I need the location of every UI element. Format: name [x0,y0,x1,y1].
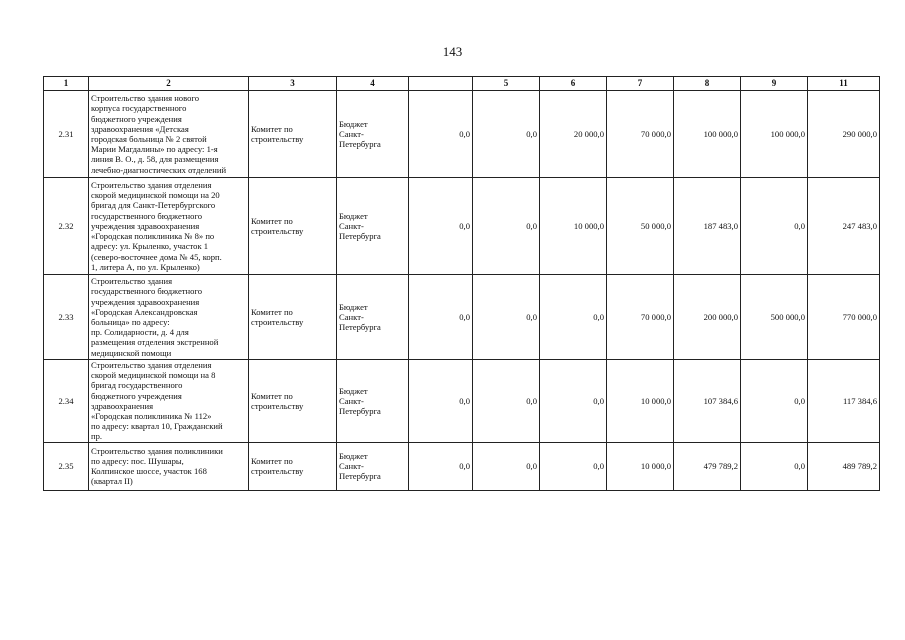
total-cell: 290 000,0 [808,91,880,178]
value-cell: 100 000,0 [674,91,741,178]
header-cell: 2 [89,77,249,91]
description-line: городская больница № 2 святой [91,134,207,144]
description-line: пр. [91,431,103,442]
row-description [89,275,249,360]
description-line: государственного бюджетного [91,286,203,297]
value-cell: 0,0 [473,442,540,490]
table-row [44,360,880,443]
description-line: (квартал II) [91,476,133,487]
value-cell: 0,0 [473,275,540,360]
row-description [89,91,249,178]
description-line: «Городская Александровская [91,306,198,317]
source-line: Петербурга [339,471,381,482]
value-cell: 200 000,0 [674,275,741,360]
executor-line: строительству [251,134,304,144]
row-executor [249,360,337,443]
row-funding-source [337,360,409,443]
value-cell: 0,0 [473,178,540,275]
row-code: 2.34 [44,360,89,443]
description-line: (северо-восточнее дома № 45, корп. [91,251,222,262]
header-cell: 9 [741,77,808,91]
description-line: адресу: ул. Крыленко, участок 1 [91,241,209,252]
source-line: Бюджет [339,118,368,129]
description-line: здравоохранения «Детская [91,123,189,134]
description-line: 1, литера А, по ул. Крыленко) [91,261,200,272]
row-funding-source [337,275,409,360]
value-cell: 10 000,0 [607,360,674,443]
row-description [89,360,249,443]
description-line: размещения отделения экстренной [91,337,219,348]
executor-line: строительству [251,226,304,236]
value-cell: 0,0 [409,275,473,360]
table-row [44,91,880,178]
value-cell: 0,0 [741,442,808,490]
value-cell: 479 789,2 [674,442,741,490]
row-funding-source [337,442,409,490]
header-row [44,77,880,91]
value-cell: 500 000,0 [741,275,808,360]
value-cell: 187 483,0 [674,178,741,275]
description-line: бюджетного учреждения [91,113,182,124]
description-line: учреждения здравоохранения [91,296,200,307]
row-executor [249,442,337,490]
source-line: Петербурга [339,231,381,242]
description-line: бригад для Санкт-Петербургского [91,200,216,211]
description-line: лечебно-диагностических отделений [91,164,227,175]
source-line: Бюджет [339,301,368,312]
source-line: Санкт- [339,220,364,231]
executor-line: Комитет по [251,215,293,226]
description-line: Колпинское шоссе, участок 168 [91,466,207,477]
table-row [44,178,880,275]
source-line: Санкт- [339,128,364,139]
description-line: по адресу: квартал 10, Гражданский [91,421,223,432]
description-line: Строительство здания отделения [91,180,212,191]
value-cell: 70 000,0 [607,91,674,178]
source-line: Санкт- [339,395,364,406]
description-line: здравоохранения [91,400,154,411]
executor-line: строительству [251,400,304,411]
description-line: Строительство здания [91,276,173,287]
header-cell: 11 [808,77,880,91]
description-line: больница» по адресу: [91,317,170,327]
total-cell: 770 000,0 [808,275,880,360]
source-line: Бюджет [339,385,368,396]
executor-line: Комитет по [251,455,293,466]
description-line: пр. Солидарности, д. 4 для [91,327,189,338]
value-cell: 50 000,0 [607,178,674,275]
executor-line: Комитет по [251,306,293,317]
row-executor [249,178,337,275]
header-cell: 3 [249,77,337,91]
source-line: Бюджет [339,210,368,221]
description-line: Строительство здания нового [91,93,199,104]
executor-line: Комитет по [251,123,293,134]
description-line: Строительство здания отделения [91,360,212,370]
table-row [44,442,880,490]
header-cell: 7 [607,77,674,91]
budget-table [43,76,880,491]
row-description [89,442,249,490]
row-code: 2.35 [44,442,89,490]
source-line: Петербурга [339,139,381,150]
value-cell: 0,0 [409,91,473,178]
executor-line: строительству [251,466,304,477]
description-line: бригад государственного [91,380,183,391]
description-line: «Городская поликлиника № 8» по [91,231,215,242]
header-cell: 5 [473,77,540,91]
row-executor [249,275,337,360]
value-cell: 0,0 [741,178,808,275]
value-cell: 10 000,0 [607,442,674,490]
total-cell: 247 483,0 [808,178,880,275]
value-cell: 0,0 [409,360,473,443]
description-line: учреждения здравоохранения [91,220,200,231]
value-cell: 0,0 [540,275,607,360]
value-cell: 0,0 [473,91,540,178]
row-executor [249,91,337,178]
executor-line: Комитет по [251,390,293,401]
header-cell: 8 [674,77,741,91]
row-description [89,178,249,275]
value-cell: 100 000,0 [741,91,808,178]
value-cell: 0,0 [741,360,808,443]
description-line: Марии Магдалины» по адресу: 1-я [91,144,218,155]
value-cell: 0,0 [409,178,473,275]
value-cell: 0,0 [540,360,607,443]
page-number: 143 [442,44,463,59]
row-funding-source [337,178,409,275]
executor-line: строительству [251,317,304,327]
row-code: 2.33 [44,275,89,360]
value-cell: 20 000,0 [540,91,607,178]
row-funding-source [337,91,409,178]
total-cell: 489 789,2 [808,442,880,490]
description-line: государственного бюджетного [91,210,203,221]
description-line: по адресу: пос. Шушары, [91,455,184,466]
description-line: линия В. О., д. 58, для размещения [91,154,219,165]
header-cell: 1 [44,77,89,91]
description-line: скорой медицинской помощи на 20 [91,190,220,201]
description-line: медицинской помощи [91,347,172,358]
row-code: 2.32 [44,178,89,275]
value-cell: 0,0 [540,442,607,490]
total-cell: 117 384,6 [808,360,880,443]
description-line: «Городская поликлиника № 112» [91,411,212,422]
value-cell: 70 000,0 [607,275,674,360]
description-line: Строительство здания поликлиники [91,445,223,456]
table-row [44,275,880,360]
description-line: корпуса государственного [91,103,187,114]
source-line: Бюджет [339,450,368,461]
header-cell: 6 [540,77,607,91]
value-cell: 107 384,6 [674,360,741,443]
description-line: скорой медицинской помощи на 8 [91,370,216,381]
value-cell: 10 000,0 [540,178,607,275]
source-line: Петербурга [339,322,381,333]
source-line: Петербурга [339,405,381,416]
value-cell: 0,0 [409,442,473,490]
header-cell [409,77,473,91]
value-cell: 0,0 [473,360,540,443]
description-line: бюджетного учреждения [91,390,182,401]
row-code: 2.31 [44,91,89,178]
source-line: Санкт- [339,311,364,322]
header-cell: 4 [337,77,409,91]
source-line: Санкт- [339,461,364,472]
